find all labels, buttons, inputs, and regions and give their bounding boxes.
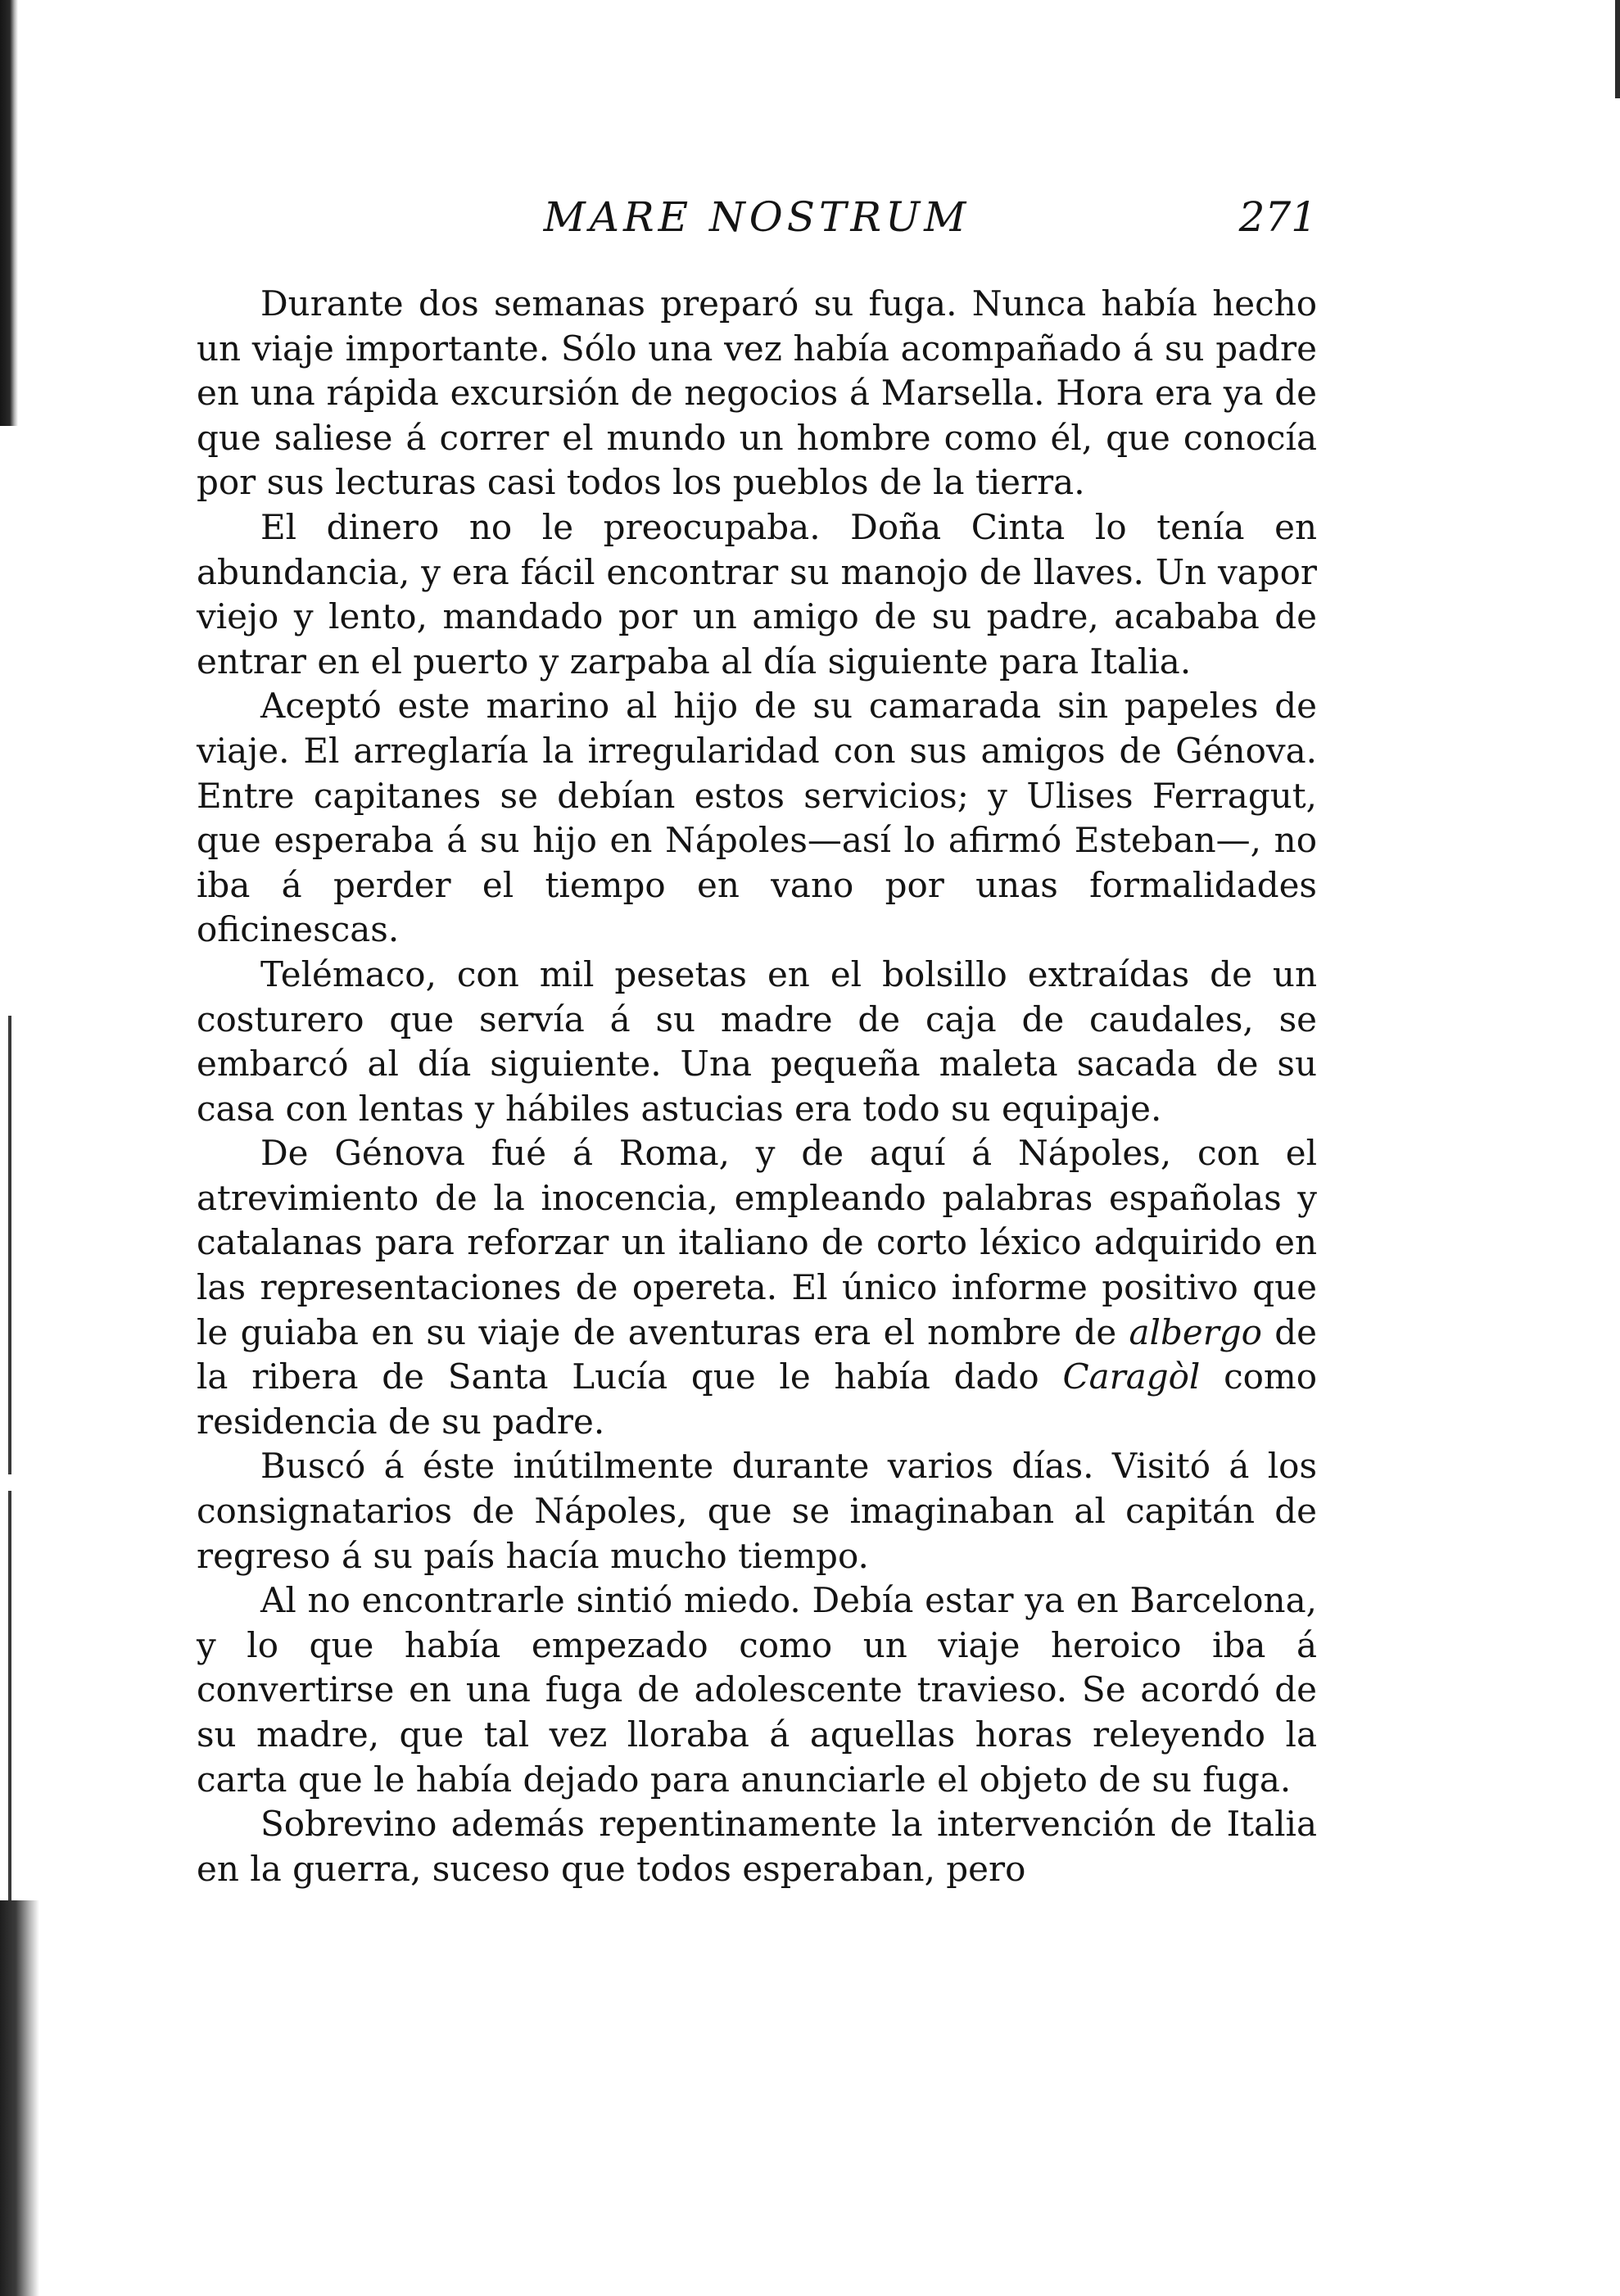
- body-text: [197, 282, 1317, 1891]
- paragraph-8: Sobrevino además repentinamente la intervención de Italia en la guerra, suceso que todos esperaban, pero: [197, 1804, 1317, 1889]
- paragraph-5-part-2: de la ribera de Santa Lucía que le había dado: [197, 1311, 1318, 1397]
- scan-edge-right-mark: [1615, 0, 1620, 98]
- scan-edge-shadow-bottom: [0, 1900, 39, 2296]
- italic-word-caragol: Caragòl: [1062, 1356, 1201, 1397]
- paragraph-2: El dinero no le preocupaba. Doña Cinta lo tenía en abundancia, y era fácil encontrar su manojo de llaves. Un vapor viejo y lento, mandado por un amigo de su padre, acababa de entrar en el puerto y zarpaba al día siguiente para Italia.: [197, 506, 1317, 682]
- paragraph-1: Durante dos semanas preparó su fuga. Nunca había hecho un viaje importante. Sólo una vez había acompañado á su padre en una rápida excursión de negocios á Marsella. Hora era ya de que saliese á correr el mundo un hombre como él, que conocía por sus lecturas casi todos los pueblos de la tierra.: [197, 283, 1317, 503]
- paragraph-5-part-1: De Génova fué á Roma, y de aquí á Nápoles, con el atrevimiento de la inocencia, empleando palabras españolas y catalanas para reforzar un italiano de corto léxico adquirido en las representaciones de opereta. El único informe positivo que le guiaba en su viaje de aventuras era el nombre de: [197, 1133, 1317, 1352]
- paragraph-5-part-3: como residencia de su padre.: [197, 1356, 1318, 1442]
- scan-edge-shadow-top: [0, 0, 18, 426]
- page-header: [197, 185, 1317, 251]
- scan-edge-line-lower: [8, 1491, 11, 1917]
- paragraph-7: Al no encontrarle sintió miedo. Debía estar ya en Barcelona, y lo que había empezado como un viaje heroico iba á convertirse en una fuga de adolescente travieso. Se acordó de su madre, que tal vez lloraba á aquellas horas releyendo la carta que le había dejado para anunciarle el objeto de su fuga.: [197, 1580, 1317, 1800]
- book-page: [197, 185, 1317, 1891]
- running-title: MARE NOSTRUM: [543, 193, 971, 241]
- italic-word-albergo: albergo: [1129, 1311, 1262, 1352]
- paragraph-4: Telémaco, con mil pesetas en el bolsillo extraídas de un costurero que servía á su madre de caja de caudales, se embarcó al día siguiente. Una pequeña maleta sacada de su casa con lentas y hábiles astucias era todo su equipaje.: [197, 953, 1317, 1129]
- paragraph-6: Buscó á éste inútilmente durante varios días. Visitó á los consignatarios de Nápoles, que se imaginaban al capitán de regreso á su país hacía mucho tiempo.: [197, 1446, 1317, 1576]
- scan-edge-line: [8, 1016, 11, 1474]
- paragraph-5: [197, 1131, 1317, 1444]
- page-number: 271: [1238, 193, 1317, 241]
- paragraph-3: Aceptó este marino al hijo de su camarada sin papeles de viaje. El arreglaría la irregularidad con sus amigos de Génova. Entre capitanes se debían estos servicios; y Ulises Ferragut, que esperaba á su hijo en Nápoles—así lo afirmó Esteban—, no iba á perder el tiempo en vano por unas formalidades oficinescas.: [197, 686, 1317, 950]
